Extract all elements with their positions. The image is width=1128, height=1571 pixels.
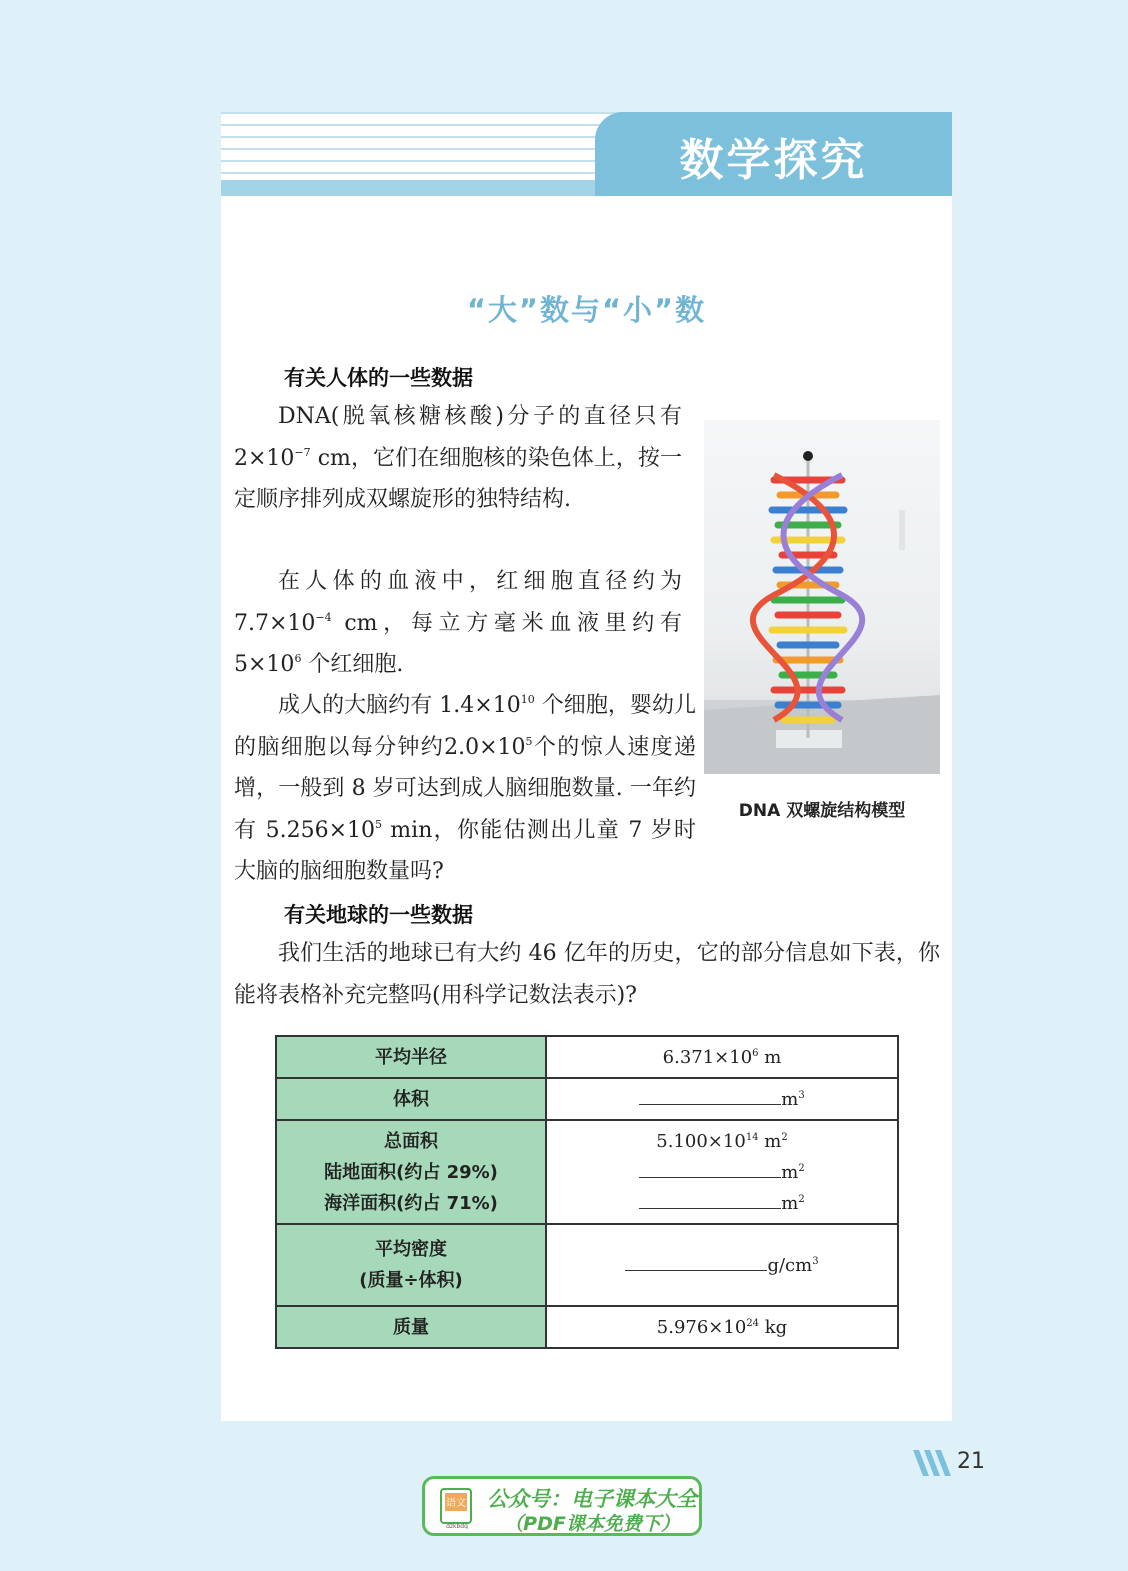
cell-blank-volume[interactable]: $m^3$ (546, 1078, 898, 1120)
table-row (276, 1224, 898, 1306)
section-title: 数学探究 (679, 135, 868, 186)
page-number: 21 (957, 1449, 985, 1474)
cell-value-area[interactable]: $5.100\times 10^{14}$ $m^2$ $m^2$ $m^2$ (546, 1120, 898, 1224)
cell-label-area: 总面积 陆地面积(约占 29%) 海洋面积(约占 71%) (276, 1120, 546, 1224)
paragraph-brain: 成人的大脑约有 $1.4\times 10^{10}$ 个细胞，婴幼儿的脑细胞以每分钟约$2.0\times 10^5$个的惊人速度递增，一般到 8 岁可达到成人脑细胞数量. 一年约有 $5.256\times 10^5$ min，你能估测出儿童 7 岁时大脑的脑细胞数量吗? (234, 693, 696, 884)
earth-data-table (275, 1035, 899, 1349)
paragraph-earth: 我们生活的地球已有大约 46 亿年的历史，它的部分信息如下表，你能将表格补充完整吗(用科学记数法表示)? (234, 941, 940, 1008)
cell-value: $5.976\times 10^{24}$ kg (546, 1306, 898, 1348)
article-title: “大”数与“小”数 (466, 293, 707, 327)
svg-text:语文: 语文 (446, 1498, 466, 1509)
svg-text:dzkbdq: dzkbdq (446, 1523, 468, 1529)
dna-model-photo (704, 420, 940, 774)
table-row (276, 1078, 898, 1120)
cell-label: 体积 (276, 1078, 546, 1120)
cell-label: 平均半径 (276, 1036, 546, 1078)
page-marker-icon (913, 1450, 955, 1476)
watermark-line1: 公众号：电子课本大全 (487, 1487, 697, 1511)
book-icon (439, 1487, 477, 1529)
table-row (276, 1120, 898, 1224)
textbook-page (221, 112, 952, 1421)
paragraph-blood: 在人体的血液中，红细胞直径约为 $7.7\times 10^{-4}$ cm，每立方毫米血液里约有 $5\times 10^6$ 个红细胞. (234, 569, 682, 677)
table-row (276, 1036, 898, 1078)
section-heading-earth: 有关地球的一些数据 (284, 903, 473, 927)
watermark-badge (422, 1476, 702, 1536)
watermark-line2: （PDF课本免费下） (504, 1513, 680, 1535)
cell-label: 质量 (276, 1306, 546, 1348)
cell-value: $6.371\times 10^6$ m (546, 1036, 898, 1078)
section-tab (595, 112, 952, 196)
table-row (276, 1306, 898, 1348)
cell-label-density: 平均密度 (质量÷体积) (276, 1224, 546, 1306)
section-heading-body: 有关人体的一些数据 (284, 366, 473, 390)
paragraph-dna: DNA(脱氧核糖核酸)分子的直径只有 $2\times 10^{-7}$ cm，它们在细胞核的染色体上，按一定顺序排列成双螺旋形的独特结构. (234, 404, 682, 512)
cell-blank-density[interactable]: $g/cm^3$ (546, 1224, 898, 1306)
figure-caption: DNA 双螺旋结构模型 (738, 801, 906, 821)
